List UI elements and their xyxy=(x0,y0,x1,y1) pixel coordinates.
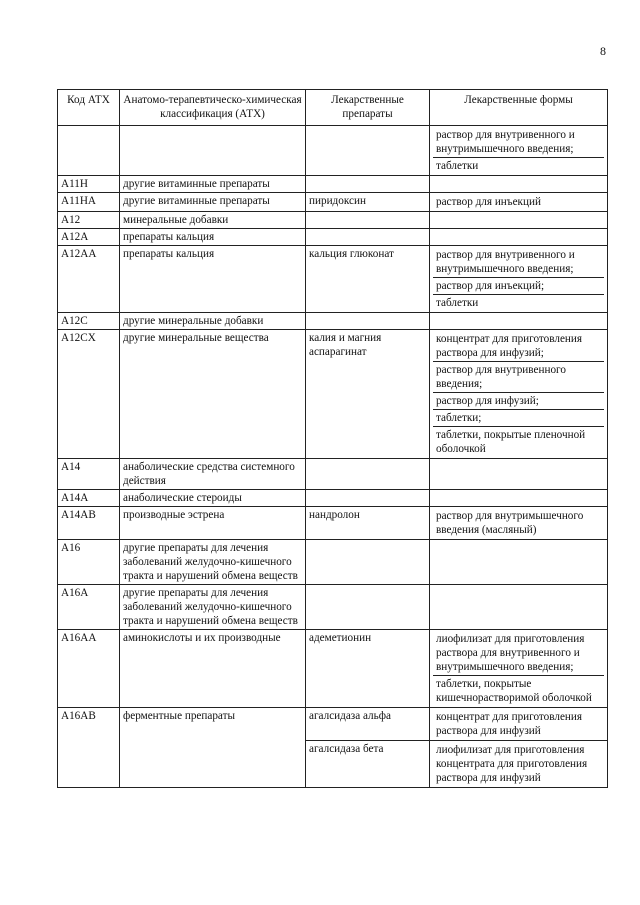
atx-code-cell: A12 xyxy=(58,212,120,229)
atx-code-cell: A16A xyxy=(58,585,120,630)
dosage-form-item: раствор для внутривенного и внутримышечного введения; xyxy=(433,247,604,278)
dosage-forms-cell xyxy=(430,540,608,585)
table-row xyxy=(58,229,608,246)
page-number: 8 xyxy=(600,44,606,58)
atx-code-cell: A16AA xyxy=(58,630,120,708)
atx-code-cell: A14AB xyxy=(58,507,120,540)
dosage-form-item: таблетки xyxy=(436,160,479,172)
dosage-form-item: концентрат для приготовления раствора для инфузий; xyxy=(433,331,604,362)
drug-name-cell xyxy=(306,126,430,176)
atx-classification-cell: другие витаминные препараты xyxy=(120,176,306,193)
atx-code-cell: A16 xyxy=(58,540,120,585)
dosage-forms-cell xyxy=(430,741,608,788)
header-classification: Анатомо-терапевтическо-химическая классификация (АТХ) xyxy=(120,90,306,126)
dosage-form-item: лиофилизат для приготовления концентрата для приготовления раствора для инфузий xyxy=(436,744,588,784)
drug-name-cell: нандролон xyxy=(306,507,430,540)
dosage-form-item xyxy=(433,586,604,588)
table-row xyxy=(58,708,608,741)
dosage-form-item: раствор для инъекций; xyxy=(433,278,604,295)
dosage-form-item xyxy=(433,491,604,493)
dosage-form-item: раствор для инфузий; xyxy=(433,393,604,410)
table-row xyxy=(58,330,608,459)
table-row xyxy=(58,193,608,212)
dosage-form-item: раствор для инъекций xyxy=(436,196,541,208)
table-row xyxy=(58,540,608,585)
table-header-row xyxy=(58,90,608,126)
table-row xyxy=(58,630,608,708)
atx-classification-cell: препараты кальция xyxy=(120,229,306,246)
atx-code-cell: A16AB xyxy=(58,708,120,788)
drug-name-cell: пиридоксин xyxy=(306,193,430,212)
dosage-form-item: концентрат для приготовления раствора для инфузий xyxy=(436,711,583,737)
atx-code-cell: A11HA xyxy=(58,193,120,212)
atx-classification-cell: другие препараты для лечения заболеваний желудочно-кишечного тракта и нарушений обмена веществ xyxy=(120,585,306,630)
atx-table xyxy=(57,89,608,788)
dosage-forms-cell xyxy=(430,313,608,330)
dosage-forms-cell xyxy=(430,459,608,490)
dosage-forms-cell xyxy=(430,212,608,229)
atx-classification-cell: аминокислоты и их производные xyxy=(120,630,306,708)
table-row xyxy=(58,459,608,490)
atx-classification-cell: анаболические средства системного действия xyxy=(120,459,306,490)
atx-code-cell: A12AA xyxy=(58,246,120,313)
dosage-forms-cell xyxy=(430,126,608,176)
atx-classification-cell: анаболические стероиды xyxy=(120,490,306,507)
dosage-form-item: раствор для внутривенного и внутримышечного введения; xyxy=(433,127,604,158)
atx-code-cell: A12A xyxy=(58,229,120,246)
atx-classification-cell: препараты кальция xyxy=(120,246,306,313)
dosage-form-item xyxy=(433,314,604,316)
dosage-form-item xyxy=(433,177,604,179)
table-body xyxy=(58,126,608,788)
dosage-form-item: лиофилизат для приготовления раствора для внутривенного и внутримышечного введения; xyxy=(433,631,604,676)
dosage-forms-cell xyxy=(430,193,608,212)
dosage-form-item xyxy=(433,230,604,232)
table-row xyxy=(58,126,608,176)
atx-code-cell: A14A xyxy=(58,490,120,507)
drug-name-cell xyxy=(306,176,430,193)
atx-classification-cell: минеральные добавки xyxy=(120,212,306,229)
atx-code-cell: A11H xyxy=(58,176,120,193)
drug-name-cell xyxy=(306,313,430,330)
atx-code-cell: A12C xyxy=(58,313,120,330)
dosage-forms-cell xyxy=(430,246,608,313)
header-forms: Лекарственные формы xyxy=(430,90,608,126)
table-row xyxy=(58,490,608,507)
drug-name-cell: агалсидаза бета xyxy=(306,741,430,788)
drug-name-cell: агалсидаза альфа xyxy=(306,708,430,741)
dosage-form-item: таблетки, покрытые кишечнорастворимой оболочкой xyxy=(436,678,592,704)
drug-name-cell xyxy=(306,490,430,507)
dosage-form-item: раствор для внутривенного введения; xyxy=(433,362,604,393)
table-row xyxy=(58,176,608,193)
dosage-form-item: раствор для внутримышечного введения (масляный) xyxy=(436,510,584,536)
atx-code-cell: A12CX xyxy=(58,330,120,459)
dosage-forms-cell xyxy=(430,229,608,246)
drug-name-cell: адеметионин xyxy=(306,630,430,708)
atx-code-cell: A14 xyxy=(58,459,120,490)
atx-code-cell xyxy=(58,126,120,176)
atx-classification-cell: производные эстрена xyxy=(120,507,306,540)
dosage-forms-cell xyxy=(430,330,608,459)
dosage-forms-cell xyxy=(430,176,608,193)
dosage-forms-cell xyxy=(430,490,608,507)
table-row xyxy=(58,313,608,330)
drug-name-cell: кальция глюконат xyxy=(306,246,430,313)
drug-name-cell xyxy=(306,540,430,585)
dosage-form-item xyxy=(433,541,604,543)
dosage-form-item: таблетки xyxy=(436,297,479,309)
table-row xyxy=(58,212,608,229)
drug-name-cell xyxy=(306,459,430,490)
atx-classification-cell: другие минеральные добавки xyxy=(120,313,306,330)
dosage-form-item: таблетки, покрытые пленочной оболочкой xyxy=(436,429,586,455)
dosage-forms-cell xyxy=(430,708,608,741)
header-code: Код АТХ xyxy=(58,90,120,126)
table-row xyxy=(58,246,608,313)
atx-classification-cell: ферментные препараты xyxy=(120,708,306,788)
table-row xyxy=(58,585,608,630)
atx-classification-cell: другие препараты для лечения заболеваний желудочно-кишечного тракта и нарушений обмена веществ xyxy=(120,540,306,585)
atx-classification-cell xyxy=(120,126,306,176)
atx-classification-cell: другие минеральные вещества xyxy=(120,330,306,459)
drug-name-cell xyxy=(306,585,430,630)
dosage-form-item: таблетки; xyxy=(433,410,604,427)
atx-classification-cell: другие витаминные препараты xyxy=(120,193,306,212)
drug-name-cell xyxy=(306,212,430,229)
dosage-forms-cell xyxy=(430,507,608,540)
drug-name-cell: калия и магния аспарагинат xyxy=(306,330,430,459)
dosage-form-item xyxy=(433,460,604,462)
table-row xyxy=(58,507,608,540)
drug-name-cell xyxy=(306,229,430,246)
dosage-forms-cell xyxy=(430,630,608,708)
dosage-forms-cell xyxy=(430,585,608,630)
dosage-form-item xyxy=(433,213,604,215)
header-drugs: Лекарственные препараты xyxy=(306,90,430,126)
